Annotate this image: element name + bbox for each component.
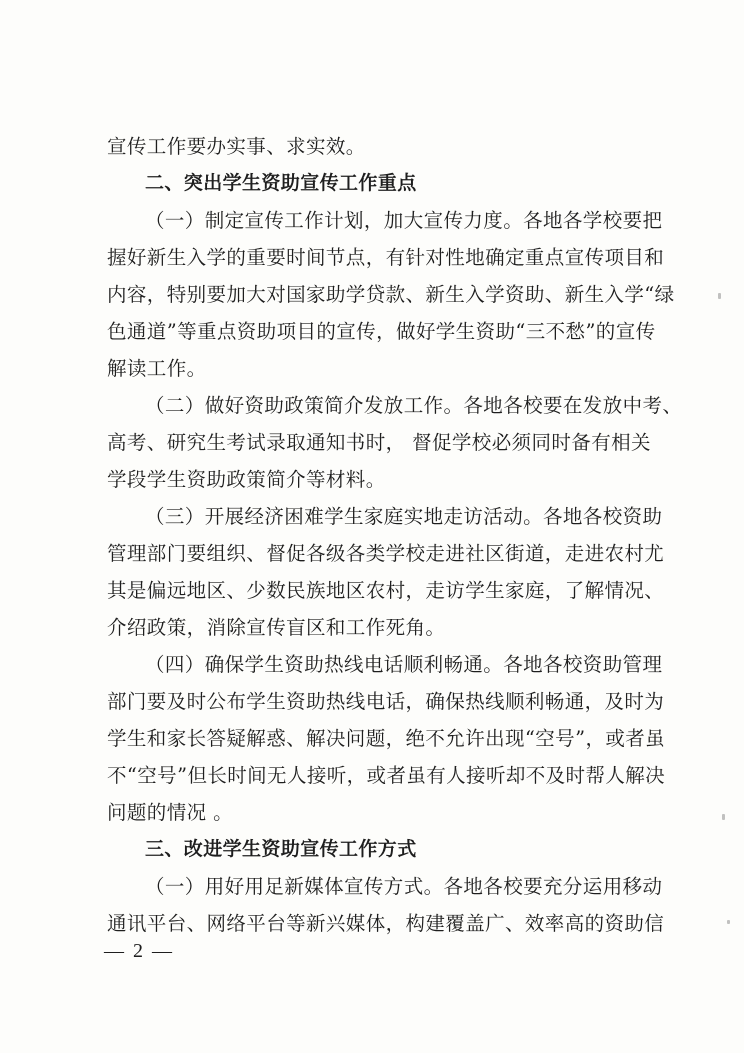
paragraph-first-line: （四）确保学生资助热线电话顺利畅通。各地各校资助管理 bbox=[145, 653, 663, 676]
scan-speck bbox=[718, 293, 721, 299]
body-line: 其是偏远地区、少数民族地区农村，走访学生家庭，了解情况、 bbox=[107, 579, 665, 602]
body-line: 色通道”等重点资助项目的宣传，做好学生资助“三不愁”的宣传 bbox=[107, 320, 656, 343]
page-number: — 2 — bbox=[104, 940, 174, 962]
paragraph-first-line: （三）开展经济困难学生家庭实地走访活动。各地各校资助 bbox=[145, 505, 663, 528]
body-line: 学生和家长答疑解惑、解决问题，绝不允许出现“空号”，或者虽 bbox=[107, 727, 666, 750]
scan-speck bbox=[727, 920, 730, 924]
body-line: 握好新生入学的重要时间节点，有针对性地确定重点宣传项目和 bbox=[107, 246, 665, 269]
paragraph-first-line: （二）做好资助政策简介发放工作。各地各校要在发放中考、 bbox=[145, 394, 683, 417]
body-line: 管理部门要组织、督促各级各类学校走进社区街道，走进农村尤 bbox=[107, 542, 665, 565]
body-line: 解读工作。 bbox=[107, 357, 207, 380]
body-line: 通讯平台、网络平台等新兴媒体，构建覆盖广、效率高的资助信 bbox=[107, 912, 665, 935]
body-line: 高考、研究生考试录取通知书时， 督促学校必须同时备有相关 bbox=[107, 431, 651, 454]
section-heading: 二、突出学生资助宣传工作重点 bbox=[145, 172, 417, 194]
body-line: 部门要及时公布学生资助热线电话，确保热线顺利畅通，及时为 bbox=[107, 690, 665, 713]
body-line: 内容，特别要加大对国家助学贷款、新生入学资助、新生入学“绿 bbox=[107, 283, 675, 306]
body-line: 问题的情况 。 bbox=[107, 801, 233, 824]
body-line: 介绍政策，消除宣传盲区和工作死角。 bbox=[107, 616, 446, 639]
paragraph-first-line: （一）制定宣传工作计划，加大宣传力度。各地各学校要把 bbox=[145, 209, 663, 232]
section-heading: 三、改进学生资助宣传工作方式 bbox=[145, 838, 417, 860]
body-line: 不“空号”但长时间无人接听，或者虽有人接听却不及时帮人解决 bbox=[107, 764, 666, 787]
body-line: 宣传工作要办实事、求实效。 bbox=[107, 135, 366, 158]
document-body bbox=[107, 128, 683, 942]
body-line: 学段学生资助政策简介等材料。 bbox=[107, 468, 386, 491]
paragraph-first-line: （一）用好用足新媒体宣传方式。各地各校要充分运用移动 bbox=[145, 875, 663, 898]
scan-speck bbox=[722, 814, 725, 820]
